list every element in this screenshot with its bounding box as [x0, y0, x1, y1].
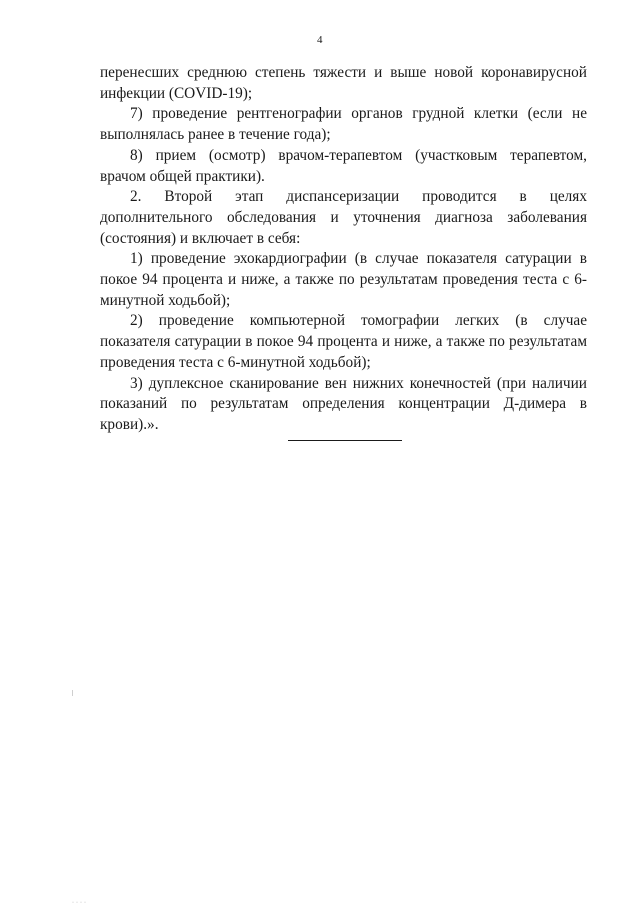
paragraph-second-stage: 2. Второй этап диспансеризации проводится в целях дополнительного обследования и уточнения диагноза заболевания (состояния) и включает в себя:: [100, 188, 587, 247]
paragraph-continuation: перенесших среднюю степень тяжести и выше новой коронавирусной инфекции (COVID-19);: [100, 64, 587, 102]
document-body: [100, 63, 587, 436]
page-number: 4: [317, 34, 323, 46]
paragraph-second-stage-item-3: 3) дуплексное сканирование вен нижних конечностей (при наличии показаний по результатам определения концентрации Д-димера в крови).».: [100, 374, 587, 433]
paragraph-item-7: 7) проведение рентгенографии органов грудной клетки (если не выполнялась ранее в течение года);: [100, 105, 587, 144]
paragraph-item-8: 8) прием (осмотр) врачом-терапевтом (участковым терапевтом, врачом общей практики).: [100, 146, 587, 185]
scan-artifact-dots: ····: [72, 900, 88, 906]
scan-artifact-mark: [72, 690, 73, 696]
end-separator-line: [288, 440, 402, 441]
paragraph-second-stage-item-1: 1) проведение эхокардиографии (в случае показателя сатурации в покое 94 процента и ниже, а также по результатам проведения теста с 6-минутной ходьбой);: [100, 250, 587, 309]
paragraph-second-stage-item-2: 2) проведение компьютерной томографии легких (в случае показателя сатурации в покое 94 процента и ниже, а также по результатам проведения теста с 6-минутной ходьбой);: [100, 312, 587, 371]
